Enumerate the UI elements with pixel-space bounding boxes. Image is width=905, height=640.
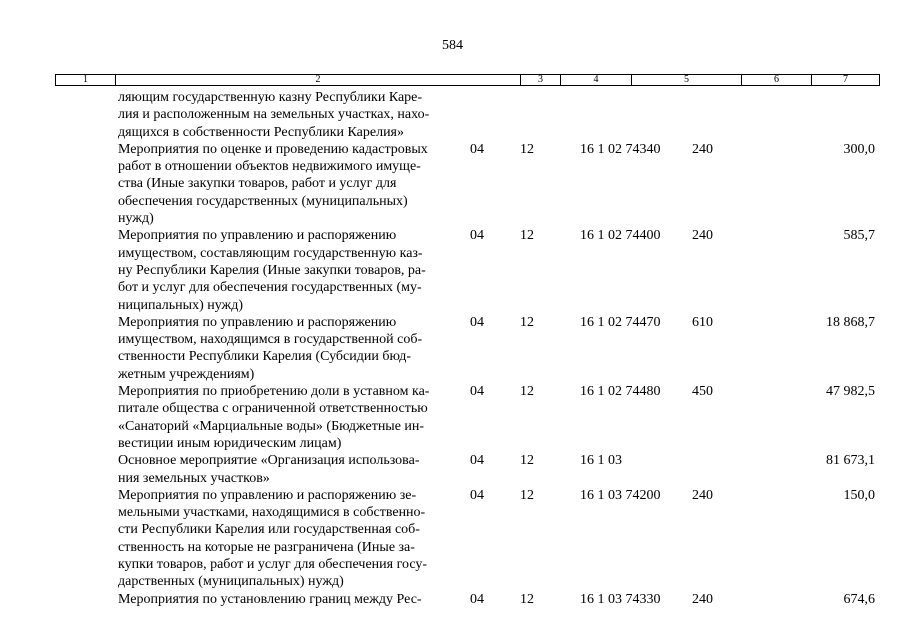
description-line: бот и услуг для обеспечения государственных (му- — [118, 280, 422, 296]
description-line: имуществом, находящимся в государственной соб- — [118, 332, 423, 348]
description-line: жетным учреждениям) — [118, 366, 255, 382]
row-description — [118, 314, 463, 383]
row-subsection: 12 — [520, 487, 534, 503]
row-expense-type: 450 — [692, 384, 713, 400]
row-section: 04 — [470, 591, 484, 607]
header-col-6: 6 — [742, 75, 812, 85]
table-row — [0, 314, 905, 383]
description-line: ляющим государственную казну Республики Каре- — [118, 90, 423, 105]
table-row — [0, 487, 905, 591]
row-target-article: 16 1 03 — [580, 453, 622, 469]
header-col-7: 7 — [843, 74, 848, 85]
row-description — [118, 89, 463, 141]
row-target-article: 16 1 02 74340 — [580, 141, 661, 157]
page-number: 584 — [442, 38, 463, 53]
row-target-article: 16 1 03 74200 — [580, 487, 661, 503]
table-row — [0, 591, 905, 608]
description-line: Мероприятия по оценке и проведению кадастровых — [118, 141, 428, 157]
description-line: ственности Республики Карелия (Субсидии бюд- — [118, 349, 412, 365]
row-expense-type: 240 — [692, 141, 713, 157]
row-section: 04 — [470, 384, 484, 400]
row-target-article: 16 1 02 74480 — [580, 384, 661, 400]
description-line: Мероприятия по управлению и распоряжению — [118, 228, 397, 244]
description-line: имуществом, составляющим государственную каз- — [118, 245, 423, 261]
row-subsection: 12 — [520, 228, 534, 244]
row-amount: 18 868,7 — [826, 314, 875, 330]
row-description — [118, 487, 463, 591]
row-target-article: 16 1 03 74330 — [580, 591, 661, 607]
row-subsection: 12 — [520, 384, 534, 400]
row-amount: 585,7 — [843, 228, 875, 244]
description-line: Мероприятия по управлению и распоряжению — [118, 314, 397, 330]
description-line: купки товаров, работ и услуг для обеспечения госу- — [118, 557, 428, 573]
description-line: сти Республики Карелия или государственная соб- — [118, 522, 420, 538]
row-subsection: 12 — [520, 314, 534, 330]
header-col-3: 3 — [521, 75, 561, 85]
row-amount: 674,6 — [843, 591, 875, 607]
row-amount: 47 982,5 — [826, 384, 875, 400]
description-line: обеспечения государственных (муниципальных) — [118, 193, 408, 209]
row-description — [118, 591, 463, 608]
description-line: ния земельных участков» — [118, 470, 270, 486]
row-section: 04 — [470, 141, 484, 157]
table-body — [0, 89, 905, 608]
row-section: 04 — [470, 314, 484, 330]
description-line: ственность на которые не разграничена (Иные за- — [118, 539, 415, 555]
header-col-2: 2 — [116, 75, 521, 85]
description-line: ства (Иные закупки товаров, работ и услуг для — [118, 176, 397, 192]
row-section: 04 — [470, 228, 484, 244]
row-amount: 300,0 — [843, 141, 875, 157]
row-target-article: 16 1 02 74470 — [580, 314, 661, 330]
row-expense-type: 240 — [692, 228, 713, 244]
row-target-article: 16 1 02 74400 — [580, 228, 661, 244]
row-section: 04 — [470, 487, 484, 503]
row-expense-type: 240 — [692, 591, 713, 607]
description-line: вестиции иным юридическим лицам) — [118, 435, 342, 451]
row-amount: 150,0 — [843, 487, 875, 503]
description-line: Мероприятия по установлению границ между Рес- — [118, 591, 422, 607]
table-row — [0, 452, 905, 487]
description-line: мельными участками, находящимися в собственно- — [118, 505, 426, 521]
description-line: Основное мероприятие «Организация использова- — [118, 453, 420, 469]
row-subsection: 12 — [520, 591, 534, 607]
row-subsection: 12 — [520, 453, 534, 469]
header-col-4: 4 — [561, 75, 632, 85]
row-description — [118, 383, 463, 452]
description-line: ну Республики Карелия (Иные закупки товаров, ра- — [118, 262, 426, 278]
table-row — [0, 141, 905, 228]
description-line: дарственных (муниципальных) нужд) — [118, 574, 344, 590]
row-amount: 81 673,1 — [826, 453, 875, 469]
table-row — [0, 383, 905, 452]
row-section: 04 — [470, 453, 484, 469]
table-header — [55, 74, 880, 86]
row-expense-type: 610 — [692, 314, 713, 330]
description-line: дящихся в собственности Республики Карелия» — [118, 124, 404, 140]
row-subsection: 12 — [520, 141, 534, 157]
table-row — [0, 89, 905, 141]
header-col-5: 5 — [632, 75, 742, 85]
description-line: лия и расположенным на земельных участках, нахо- — [118, 107, 430, 123]
description-line: нужд) — [118, 211, 154, 227]
description-line: работ в отношении объектов недвижимого имуще- — [118, 159, 421, 175]
description-line: «Санаторий «Марциальные воды» (Бюджетные ин- — [118, 418, 425, 434]
row-expense-type: 240 — [692, 487, 713, 503]
table-row — [0, 227, 905, 314]
description-line: питале общества с ограниченной ответственностью — [118, 401, 428, 417]
row-description — [118, 452, 463, 487]
description-line: Мероприятия по приобретению доли в уставном ка- — [118, 384, 430, 400]
description-line: ниципальных) нужд) — [118, 297, 243, 313]
description-line: Мероприятия по управлению и распоряжению зе- — [118, 487, 417, 503]
header-col-1: 1 — [56, 75, 116, 85]
row-description — [118, 141, 463, 227]
row-description — [118, 227, 463, 313]
